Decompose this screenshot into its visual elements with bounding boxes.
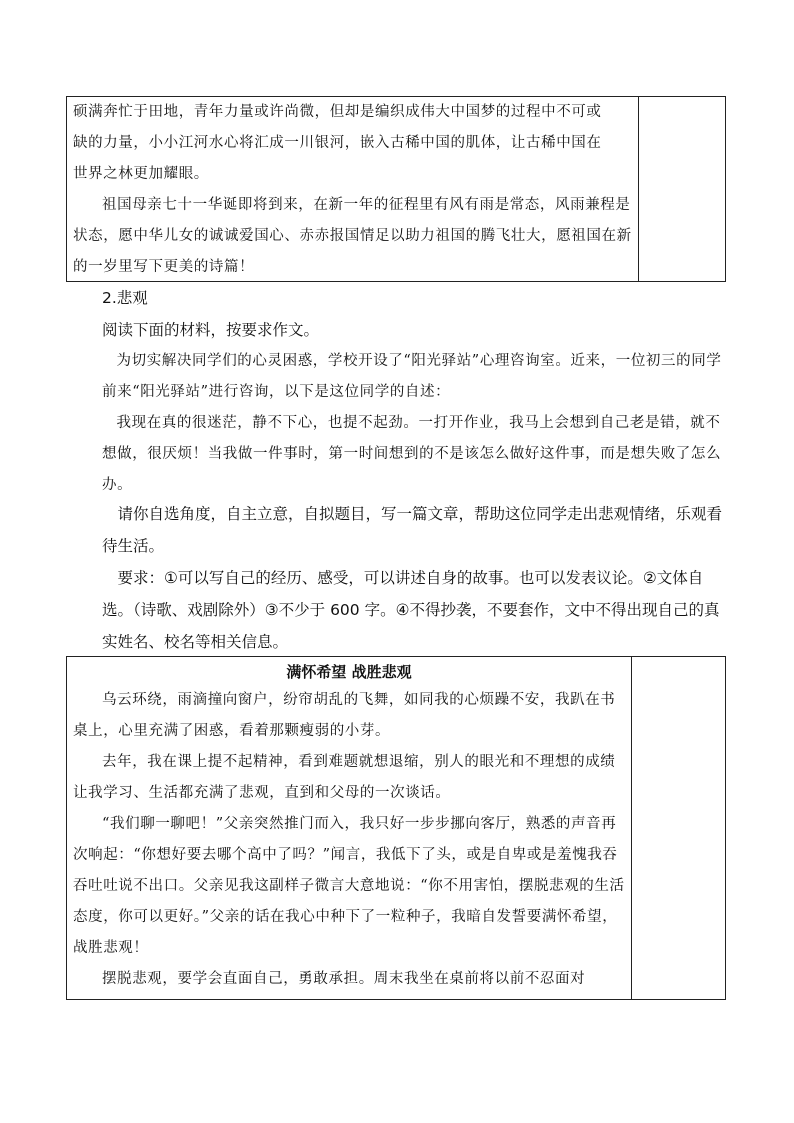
essay-paragraph: 乌云环绕，雨滴撞向窗户，纷帘胡乱的飞舞，如同我的心烦躁不安，我趴在书桌上，心里充满了困惑，看着那颗瘦弱的小芽。 [73,692,616,739]
essay-line: 硕满奔忙于田地，青年力量或许尚微，但却是编织成伟大中国梦的过程中不可或 [73,104,602,120]
material-paragraph: 为切实解决同学们的心灵困惑，学校开设了“阳光驿站”心理咨询室。近来，一位初三的同学前来“阳光驿站”进行咨询，以下是这位同学的自述： [102,353,722,400]
essay-line: 缺的力量，小小江河水心将汇成一川银河，嵌入古稀中国的肌体，让古稀中国在 [73,135,602,151]
essay-body [73,685,625,995]
task-paragraph: 请你自选角度，自主立意，自拟题目，写一篇文章，帮助这位同学走出悲观情绪，乐观看待生活。 [102,505,723,555]
essay-box-top [66,96,726,282]
essay-paragraph: 祖国母亲七十一华诞即将到来，在新一年的征程里有风有雨是常态，风雨兼程是状态，愿中华儿女的诚诚爱国心、赤赤报国情足以助力祖国的腾飞壮大，愿祖国在新的一岁里写下更美的诗篇！ [73,197,632,275]
essay-paragraph: 去年，我在课上提不起精神，看到难题就想退缩，别人的眼光和不理想的成绩让我学习、生活都充满了悲观，直到和父母的一次谈话。 [73,754,616,801]
writing-prompt-section [102,282,726,346]
instruction-text: 阅读下面的材料，按要求作文。 [102,321,320,339]
table-column-divider [638,97,639,281]
material-text [102,346,726,501]
essay-paragraph: 摆脱悲观，要学会直面自己，勇敢承担。周末我坐在桌前将以前不忍面对 [102,971,586,987]
essay-title: 满怀希望 战胜悲观 [286,663,412,681]
essay-line: 世界之林更加耀眼。 [73,166,209,182]
material-paragraph: 我现在真的很迷茫，静不下心，也提不起劲。一打开作业，我马上会想到自己老是错，就不想做，很厌烦！当我做一件事时，第一时间想到的不是该怎么做好这件事，而是想失败了怎么办。 [102,415,722,493]
table-column-divider [631,657,632,999]
essay-excerpt-top [73,97,635,283]
essay-paragraph: “我们聊一聊吧！”父亲突然推门而入，我只好一步步挪向客厅，熟悉的声音再次响起：“你想好要去哪个高中了吗？”闻言，我低下了头，或是自卑或是羞愧我吞吞吐吐说不出口。父亲见我这副样子微言大意地说：“你不用害怕，摆脱悲观的生活态度，你可以更好。”父亲的话在我心中种下了一粒种子，我暗自发誓要满怀希望，战胜悲观！ [73,816,625,956]
essay-box-bottom [66,656,726,1000]
requirements-paragraph: 要求：①可以写自己的经历、感受，可以讲述自身的故事。也可以发表议论。②文体自选。（诗歌、戏剧除外）③不少于 600 字。④不得抄袭，不要套作，文中不得出现自己的真实姓名、校名等相关信息。 [102,569,720,651]
task-text [102,498,726,658]
section-heading: 2.悲观 [102,289,148,307]
